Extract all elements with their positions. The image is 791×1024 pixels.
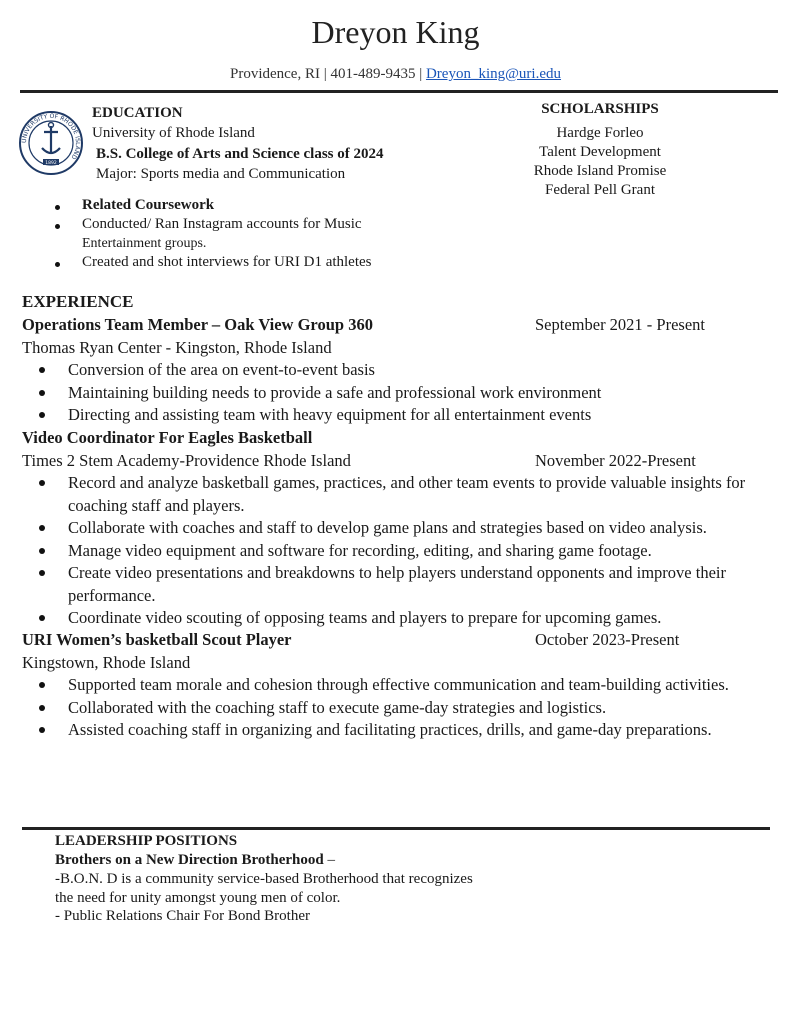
- job-location: Thomas Ryan Center - Kingston, Rhode Island: [22, 338, 332, 357]
- job-bullets: [68, 359, 601, 427]
- bullet-icon: [39, 480, 45, 486]
- major: Major: Sports media and Communication: [96, 166, 346, 182]
- scholarships-section: [490, 100, 710, 200]
- job-date: September 2021 - Present: [535, 315, 706, 334]
- list-item: Conversion of the area on event-to-event basis: [68, 359, 601, 382]
- school-name: University of Rhode Island: [92, 125, 255, 141]
- list-item: Coordinate video scouting of opposing teams and players to prepare for upcoming games.: [68, 607, 745, 630]
- header-divider: [20, 90, 778, 93]
- scholarship-item: Talent Development: [539, 144, 661, 160]
- list-item: Maintaining building needs to provide a safe and professional work environment: [68, 382, 601, 405]
- bullet-icon: [39, 705, 45, 711]
- job-date: October 2023-Present: [535, 630, 680, 649]
- list-item: Directing and assisting team with heavy equipment for all entertainment events: [68, 404, 601, 427]
- list-item: [82, 196, 372, 215]
- bullet-icon: [39, 390, 45, 396]
- email-link[interactable]: Dreyon_king@uri.edu: [425, 66, 562, 82]
- job-bullets: [68, 674, 729, 742]
- seal-year: 1892: [45, 161, 57, 166]
- contact-info: Providence, RI | 401-489-9435 |: [229, 66, 426, 82]
- bullet-icon: [39, 615, 45, 621]
- bullet-icon: [39, 548, 45, 554]
- bullet-icon: [55, 224, 60, 229]
- education-bullets: [82, 196, 372, 272]
- job-title: Video Coordinator For Eagles Basketball: [22, 428, 313, 447]
- list-item: Collaborate with coaches and staff to develop game plans and strategies based on video analysis.: [68, 517, 745, 540]
- degree: B.S. College of Arts and Science class of 2024: [96, 146, 384, 162]
- leadership-line: -B.O.N. D is a community service-based Brotherhood that recognizes: [55, 871, 473, 887]
- bullet-icon: [39, 570, 45, 576]
- experience-heading: EXPERIENCE: [22, 292, 134, 311]
- list-item: Manage video equipment and software for recording, editing, and sharing game footage.: [68, 540, 745, 563]
- scholarships-heading: SCHOLARSHIPS: [541, 101, 659, 117]
- bullet-icon: [39, 412, 45, 418]
- leadership-divider: [22, 827, 770, 830]
- coursework-heading: Related Coursework: [82, 197, 215, 213]
- leadership-line: the need for unity amongst young men of color.: [55, 890, 341, 906]
- list-item: Record and analyze basketball games, practices, and other team events to provide valuable insights for: [68, 472, 745, 495]
- job-location: Times 2 Stem Academy-Providence Rhode Island: [22, 451, 351, 470]
- list-item: Assisted coaching staff in organizing and facilitating practices, drills, and game-day preparations.: [68, 719, 729, 742]
- list-item: Collaborated with the coaching staff to execute game-day strategies and logistics.: [68, 697, 729, 720]
- contact-line: [0, 66, 791, 83]
- scholarship-item: Federal Pell Grant: [545, 182, 655, 198]
- seal-text: UNIVERSITY OF RHODE ISLAND: [20, 112, 82, 161]
- list-item: Conducted/ Ran Instagram accounts for Music Entertainment groups.: [82, 215, 372, 253]
- job-title: URI Women’s basketball Scout Player: [22, 630, 292, 649]
- bullet-icon: [39, 682, 45, 688]
- scholarship-item: Rhode Island Promise: [533, 163, 667, 179]
- education-heading: EDUCATION: [92, 105, 183, 121]
- bullet-icon: [39, 727, 45, 733]
- university-seal-icon: [18, 110, 84, 176]
- resume-name: Dreyon King: [311, 14, 480, 50]
- job-date: November 2022-Present: [535, 451, 696, 470]
- list-item: Create video presentations and breakdowns to help players understand opponents and improve their: [68, 562, 745, 585]
- bullet-icon: [55, 205, 60, 210]
- job-location: Kingstown, Rhode Island: [22, 653, 191, 672]
- bullet-icon: [55, 262, 60, 267]
- leadership-heading: LEADERSHIP POSITIONS: [55, 833, 238, 849]
- list-item-continuation: performance.: [68, 585, 156, 605]
- bullet-icon: [39, 367, 45, 373]
- list-item-continuation: coaching staff and players.: [68, 495, 245, 515]
- list-item: Supported team morale and cohesion through effective communication and team-building activities.: [68, 674, 729, 697]
- scholarship-item: Hardge Forleo: [556, 125, 644, 141]
- leadership-org: Brothers on a New Direction Brotherhood –: [55, 852, 335, 868]
- job-bullets: [68, 472, 745, 630]
- leadership-line: - Public Relations Chair For Bond Brother: [55, 908, 310, 924]
- list-item: Created and shot interviews for URI D1 athletes: [82, 253, 372, 272]
- job-title: Operations Team Member – Oak View Group 360: [22, 315, 373, 334]
- bullet-icon: [39, 525, 45, 531]
